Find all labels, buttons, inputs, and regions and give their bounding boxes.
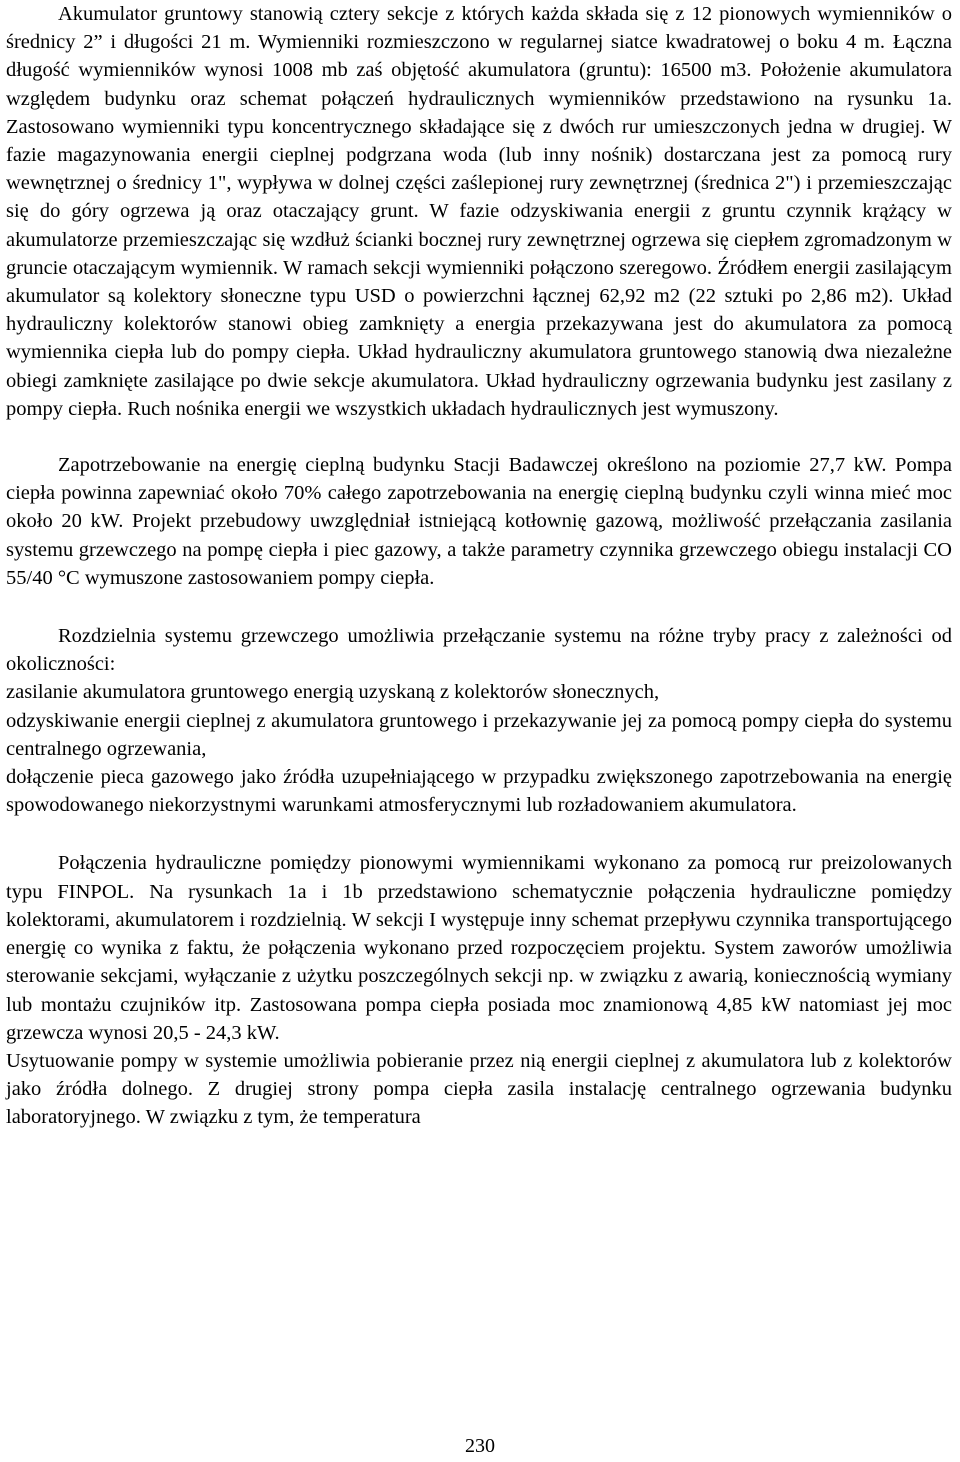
paragraph-ground-accumulator: Akumulator gruntowy stanowią cztery sekcje z których każda składa się z 12 pionowych wymienników o średnicy 2” i długości 21 m. Wymienniki rozmieszczono w regularnej siatce kwadratowej o boku 4 m. Łączna długość wymienników wynosi 1008 mb zaś objętość akumulatora (gruntu): 16500 m3. Położenie akumulatora względem budynku oraz schemat połączeń hydraulicznych wymienników przedstawiono na rysunku 1a. Zastosowano wymienniki typu koncentrycznego składające się z dwóch rur umieszczonych jedna w drugiej. W fazie magazynowania energii cieplnej podgrzana woda (lub inny nośnik) dostarczana jest za pomocą rury wewnętrznej o średnicy 1", wypływa w dolnej części zaślepionej rury zewnętrznej (średnica 2") i przemieszczając się do góry ogrzewa ją oraz otaczający grunt. W fazie odzyskiwania energii z gruntu czynnik krążący w akumulatorze przemieszczając się wzdłuż ścianki bocznej rury zewnętrznej ogrzewa się ciepłem zgromadzonym w gruncie otaczającym wymiennik. W ramach sekcji wymienniki połączono szeregowo. Źródłem energii zasilającym akumulator są kolektory słoneczne typu USD o powierzchni łącznej 62,92 m2 (22 sztuki po 2,86 m2). Układ hydrauliczny kolektorów stanowi obieg zamknięty a energia przekazywana jest do akumulatora za pomocą wymiennika ciepła lub do pompy ciepła. Układ hydrauliczny akumulatora gruntowego stanowią dwa niezależne obiegi zamknięte zasilające po dwie sekcje akumulatora. Układ hydrauliczny ogrzewania budynku jest zasilany z pompy ciepła. Ruch nośnika energii we wszystkich układach hydraulicznych jest wymuszony. (6, 3, 952, 420)
paragraph-hydraulic-connections: Połączenia hydrauliczne pomiędzy pionowymi wymiennikami wykonano za pomocą rur preizolowanych typu FINPOL. Na rysunkach 1a i 1b przedstawiono schematycznie połączenia hydrauliczne pomiędzy kolektorami, akumulatorem i rozdzielnią. W sekcji I występuje inny schemat przepływu czynnika transportującego energię co wynika z faktu, że połączenia wykonano przed rozpoczęciem projektu. System zaworów umożliwia sterowanie sekcjami, wyłączanie z użytku poszczególnych sekcji np. w związku z awarią, koniecznością wymiany lub montażu czujników itp. Zastosowana pompa ciepła posiada moc znamionową 4,85 kW natomiast jej moc grzewcza wynosi 20,5 - 24,3 kW. (6, 852, 952, 1044)
paragraph-heat-pump-placement: Usytuowanie pompy w systemie umożliwia pobieranie przez nią energii cieplnej z akumulatora lub z kolektorów jako źródła dolnego. Z drugiej strony pompa ciepła zasila instalację centralnego ogrzewania budynku laboratoryjnego. W związku z tym, że temperatura (6, 1049, 952, 1129)
list-item-mode-solar-charging: zasilanie akumulatora gruntowego energią uzyskaną z kolektorów słonecznych, (6, 681, 660, 704)
list-item-mode-gas-boiler: dołączenie pieca gazowego jako źródła uzupełniającego w przypadku zwiększonego zapotrzebowania na energię spowodowanego niekorzystnymi warunkami atmosferycznymi lub rozładowaniem akumulatora. (6, 766, 952, 817)
paragraph-heat-demand: Zapotrzebowanie na energię cieplną budynku Stacji Badawczej określono na poziomie 27,7 kW. Pompa ciepła powinna zapewniać około 70% całego zapotrzebowania na energię cieplną budynku czyli winna mieć moc około 20 kW. Projekt przebudowy uwzględniał istniejącą kotłownię gazową, możliwość przełączania zasilania systemu grzewczego na pompę ciepła i piec gazowy, a także parametry czynnika grzewczego obiegu instalacji CO 55/40 °C wymuszone zastosowaniem pompy ciepła. (6, 454, 952, 589)
paragraph-distribution-modes-intro: Rozdzielnia systemu grzewczego umożliwia przełączanie systemu na różne tryby pracy z zależności od okoliczności: (6, 625, 952, 676)
page-number: 230 (465, 1435, 495, 1457)
document-page (6, 0, 952, 1132)
list-item-mode-heat-recovery: odzyskiwanie energii cieplnej z akumulatora gruntowego i przekazywanie jej za pomocą pompy ciepła do systemu centralnego ogrzewania, (6, 709, 952, 760)
